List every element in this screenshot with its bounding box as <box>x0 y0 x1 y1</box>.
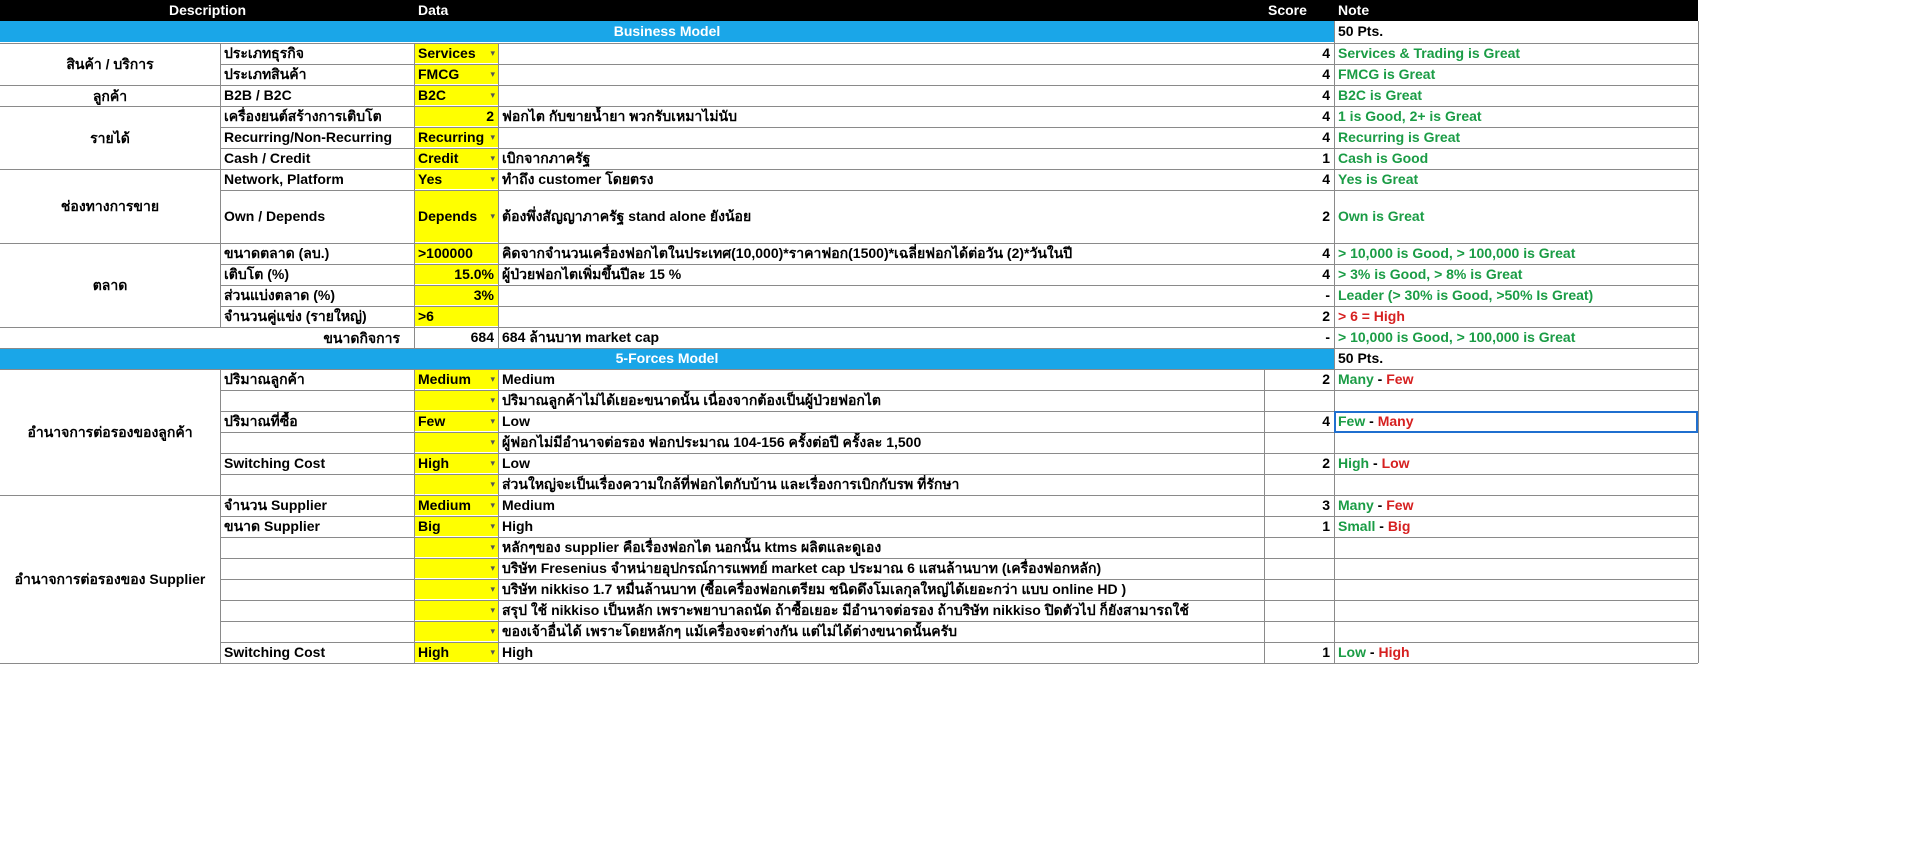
note-segment: Services & Trading is Great <box>1338 45 1521 61</box>
note-segment: Many <box>1338 371 1374 387</box>
dropdown-arrow-icon[interactable]: ▾ <box>490 395 495 405</box>
row-label: ปริมาณลูกค้า <box>224 371 305 387</box>
note-text <box>1334 64 1698 85</box>
note-segment: > 10,000 is Good, > 100,000 is Great <box>1338 329 1576 345</box>
grid-line <box>220 621 1698 622</box>
score-value: 4 <box>1322 129 1330 145</box>
note-segment: Few <box>1338 413 1366 429</box>
dropdown-arrow-icon[interactable]: ▾ <box>490 500 495 510</box>
row-label: ปริมาณที่ซื้อ <box>224 413 298 429</box>
note-segment: Few <box>1386 371 1414 387</box>
data-value-cell[interactable]: 684 <box>470 329 494 345</box>
data-value-cell[interactable]: >100000 <box>414 244 498 263</box>
score-value: 4 <box>1322 87 1330 103</box>
data-value-cell[interactable] <box>414 580 498 599</box>
score-value: 4 <box>1322 66 1330 82</box>
grid-line <box>220 537 1698 538</box>
dropdown-arrow-icon[interactable]: ▾ <box>490 479 495 489</box>
grid-line <box>498 369 499 663</box>
note-text <box>1334 43 1698 64</box>
note-text <box>1334 327 1698 348</box>
detail-text: หลักๆของ supplier คือเรื่องฟอกไต นอกนั้น ktms ผลิตและดูเอง <box>502 539 882 555</box>
row-label: Switching Cost <box>224 644 326 660</box>
row-label: ขนาดตลาด (ลบ.) <box>224 245 330 261</box>
row-label: Recurring/Non-Recurring <box>224 129 393 145</box>
detail-text: คิดจากจำนวนเครื่องฟอกไตในประเทศ(10,000)*ราคาฟอก(1500)*เฉลี่ยฟอกได้ต่อวัน (2)*วันในปี <box>502 245 1073 261</box>
score-value: 2 <box>1322 455 1330 471</box>
detail-text: บริษัท nikkiso 1.7 หมื่นล้านบาท (ซื้อเครื่องฟอกเตรียม ชนิดดึงโมเลกุลใหญ่ได้เยอะกว่า แบบ online HD ) <box>502 581 1127 597</box>
note-text <box>1334 285 1698 306</box>
score-value: 2 <box>1322 208 1330 224</box>
section-band: Business Model <box>0 21 1334 42</box>
grid-line <box>220 474 1698 475</box>
dropdown-arrow-icon[interactable]: ▾ <box>490 69 495 79</box>
data-value-cell[interactable]: Medium ▾ <box>414 496 498 515</box>
note-segment: Leader (> 30% is Good, >50% Is Great) <box>1338 287 1594 303</box>
detail-text: ของเจ้าอื่นได้ เพราะโดยหลักๆ แม้เครื่องจะต่างกัน แต่ไม่ได้ต่างขนาดนั้นครับ <box>502 623 958 639</box>
category-label: สินค้า / บริการ <box>66 56 154 72</box>
dropdown-arrow-icon[interactable]: ▾ <box>490 521 495 531</box>
data-value-cell[interactable]: Big ▾ <box>414 517 498 536</box>
detail-text: High <box>502 644 534 660</box>
data-value-cell[interactable]: Yes ▾ <box>414 170 498 189</box>
note-segment: Recurring is Great <box>1338 129 1461 145</box>
row-label: ส่วนแบ่งตลาด (%) <box>224 287 336 303</box>
dropdown-arrow-icon[interactable]: ▾ <box>490 605 495 615</box>
score-value: 4 <box>1322 171 1330 187</box>
detail-text: ทำถึง customer โดยตรง <box>502 171 654 187</box>
detail-text: ส่วนใหญ่จะเป็นเรื่องความใกล้ที่ฟอกไตกับบ้าน และเรื่องการเบิกกับรพ ที่รักษา <box>502 476 960 492</box>
data-value-cell[interactable] <box>414 391 498 410</box>
data-value-cell[interactable] <box>414 433 498 452</box>
note-text <box>1334 106 1698 127</box>
dropdown-arrow-icon[interactable]: ▾ <box>490 563 495 573</box>
grid-line <box>0 243 1698 244</box>
detail-text: ผู้ป่วยฟอกไตเพิ่มขึ้นปีละ 15 % <box>502 266 682 282</box>
grid-line <box>0 495 1698 496</box>
score-value: 4 <box>1322 266 1330 282</box>
data-value-cell[interactable]: B2C ▾ <box>414 86 498 105</box>
grid-line <box>220 190 1698 191</box>
data-value-cell[interactable]: >6 <box>414 307 498 326</box>
note-segment: - <box>1369 455 1382 471</box>
row-label: Switching Cost <box>224 455 326 471</box>
detail-text: เบิกจากภาครัฐ <box>502 150 591 166</box>
row-label: Cash / Credit <box>224 150 311 166</box>
grid-line <box>220 264 1698 265</box>
note-segment: Big <box>1387 518 1411 534</box>
score-value: 4 <box>1322 108 1330 124</box>
note-text <box>1334 85 1698 106</box>
detail-text: Medium <box>502 371 555 387</box>
dropdown-arrow-icon[interactable]: ▾ <box>490 626 495 636</box>
detail-text: สรุป ใช้ nikkiso เป็นหลัก เพราะพยาบาลถนัด ถ้าซื้อเยอะ มีอำนาจต่อรอง ถ้าบริษัท nikkiso ปิดตัวไป ก็ยังสามารถใช้ <box>502 602 1189 618</box>
score-value: 2 <box>1322 371 1330 387</box>
grid-line <box>220 453 1698 454</box>
category-label: ลูกค้า <box>92 87 128 104</box>
dropdown-arrow-icon[interactable]: ▾ <box>490 416 495 426</box>
note-segment: Low <box>1381 455 1410 471</box>
dropdown-arrow-icon[interactable]: ▾ <box>490 132 495 142</box>
grid-line <box>220 43 221 327</box>
note-text <box>1334 516 1698 537</box>
dropdown-arrow-icon[interactable]: ▾ <box>490 211 495 221</box>
score-value: 4 <box>1322 45 1330 61</box>
grid-line <box>220 369 221 663</box>
row-label: เติบโต (%) <box>224 266 290 282</box>
dropdown-arrow-icon[interactable]: ▾ <box>490 153 495 163</box>
row-label: B2B / B2C <box>224 87 292 103</box>
dropdown-arrow-icon[interactable]: ▾ <box>490 174 495 184</box>
note-segment: > 6 = High <box>1338 308 1405 324</box>
data-value-cell[interactable]: Few ▾ <box>414 412 498 431</box>
row-label: Own / Depends <box>224 208 326 224</box>
score-value: 1 <box>1322 518 1330 534</box>
header-data: Data <box>418 2 449 18</box>
note-segment: - <box>1366 644 1379 660</box>
note-text <box>1334 264 1698 285</box>
note-text <box>1334 642 1698 663</box>
data-value-cell[interactable]: 3% <box>414 286 498 305</box>
grid-line <box>220 148 1698 149</box>
section-points: 50 Pts. <box>1338 23 1384 39</box>
note-segment: 1 is Good, 2+ is Great <box>1338 108 1482 124</box>
grid-line <box>220 516 1698 517</box>
grid-line <box>414 369 415 663</box>
grid-line <box>220 64 1698 65</box>
grid-line <box>0 43 1698 44</box>
row-label: Network, Platform <box>224 171 344 187</box>
score-value: 3 <box>1322 497 1330 513</box>
category-label: อำนาจการต่อรองของลูกค้า <box>27 424 193 440</box>
detail-text: 684 ล้านบาท market cap <box>502 329 660 345</box>
header-note: Note <box>1338 2 1370 18</box>
note-segment: - <box>1373 497 1387 513</box>
note-segment: Yes is Great <box>1338 171 1419 187</box>
note-segment: High <box>1338 455 1370 471</box>
data-value-cell[interactable]: Services ▾ <box>414 44 498 63</box>
data-value-cell[interactable]: FMCG ▾ <box>414 65 498 84</box>
detail-text: ต้องพึ่งสัญญาภาครัฐ stand alone ยังน้อย <box>502 208 752 224</box>
data-value-cell[interactable]: Depends ▾ <box>414 191 498 242</box>
header-score: Score <box>1268 2 1307 18</box>
detail-text: ปริมาณลูกค้าไม่ได้เยอะขนาดนั้น เนื่องจากต้องเป็นผู้ป่วยฟอกไต <box>502 392 882 408</box>
row-label: เครื่องยนต์สร้างการเติบโต <box>224 108 382 124</box>
detail-text: Low <box>502 413 530 429</box>
detail-text: High <box>502 518 534 534</box>
dropdown-arrow-icon[interactable]: ▾ <box>490 584 495 594</box>
category-label: ช่องทางการขาย <box>60 198 160 214</box>
header-description: Description <box>169 2 247 18</box>
note-segment: - <box>1375 518 1388 534</box>
grid-line <box>0 663 1698 664</box>
grid-line <box>220 579 1698 580</box>
grid-line <box>0 348 1698 349</box>
data-value-cell[interactable]: High ▾ <box>414 643 498 662</box>
note-segment: Few <box>1386 497 1414 513</box>
data-value-cell[interactable] <box>414 601 498 620</box>
detail-text: Medium <box>502 497 555 513</box>
section-points: 50 Pts. <box>1338 350 1384 366</box>
note-text <box>1334 369 1698 390</box>
detail-text: Low <box>502 455 530 471</box>
row-label: ขนาด Supplier <box>224 518 320 534</box>
dropdown-arrow-icon[interactable]: ▾ <box>490 374 495 384</box>
grid-line <box>220 600 1698 601</box>
grid-line <box>414 43 415 348</box>
data-value-cell[interactable] <box>414 475 498 494</box>
grid-line <box>220 306 1698 307</box>
grid-line <box>220 642 1698 643</box>
dropdown-arrow-icon[interactable]: ▾ <box>490 48 495 58</box>
note-segment: FMCG is Great <box>1338 66 1436 82</box>
grid-line <box>0 327 1698 328</box>
score-value: 2 <box>1322 308 1330 324</box>
note-text <box>1334 127 1698 148</box>
score-value: 4 <box>1322 245 1330 261</box>
grid-line <box>1698 21 1699 663</box>
grid-line <box>0 169 1698 170</box>
dropdown-arrow-icon[interactable]: ▾ <box>490 647 495 657</box>
grid-line <box>0 106 1698 107</box>
score-value: - <box>1325 329 1330 345</box>
grid-line <box>220 390 1698 391</box>
grid-line <box>220 285 1698 286</box>
grid-line <box>1334 21 1335 663</box>
category-label: ขนาดกิจการ <box>323 329 400 346</box>
detail-text: ผู้ฟอกไม่มีอำนาจต่อรอง ฟอกประมาณ 104-156 ครั้งต่อปี ครั้งละ 1,500 <box>502 434 922 450</box>
category-label: อำนาจการต่อรองของ Supplier <box>14 571 206 587</box>
note-segment: Small <box>1338 518 1376 534</box>
data-value-cell[interactable]: Medium ▾ <box>414 370 498 389</box>
dropdown-arrow-icon[interactable]: ▾ <box>490 542 495 552</box>
note-segment: - <box>1365 413 1378 429</box>
dropdown-arrow-icon[interactable]: ▾ <box>490 458 495 468</box>
note-text <box>1334 306 1698 327</box>
score-value: - <box>1325 287 1330 303</box>
note-text <box>1334 453 1698 474</box>
data-value-cell[interactable]: 15.0% <box>414 265 498 284</box>
grid-line <box>220 127 1698 128</box>
note-segment: Many <box>1338 497 1374 513</box>
note-segment: B2C is Great <box>1338 87 1423 103</box>
grid-line <box>0 85 1698 86</box>
row-label: ประเภทธุรกิจ <box>224 45 304 61</box>
note-segment: Many <box>1377 413 1414 429</box>
category-label: รายได้ <box>90 129 130 146</box>
note-segment: > 10,000 is Good, > 100,000 is Great <box>1338 245 1576 261</box>
note-segment: Cash is Good <box>1338 150 1429 166</box>
note-text <box>1334 148 1698 169</box>
category-label: ตลาด <box>92 277 128 293</box>
grid-line <box>498 43 499 348</box>
data-value-cell[interactable]: Recurring ▾ <box>414 128 498 147</box>
grid-line <box>1264 369 1265 663</box>
note-segment: - <box>1373 371 1387 387</box>
row-label: จำนวนคู่แข่ง (รายใหญ่) <box>224 308 367 324</box>
detail-text: ฟอกไต กับขายน้ำยา พวกรับเหมาไม่นับ <box>502 108 738 124</box>
data-value-cell[interactable]: Credit ▾ <box>414 149 498 168</box>
section-band: 5-Forces Model <box>0 348 1334 369</box>
active-cell-selection[interactable] <box>1334 411 1698 433</box>
dropdown-arrow-icon[interactable]: ▾ <box>490 437 495 447</box>
row-label: ประเภทสินค้า <box>224 66 307 82</box>
grid-line <box>0 369 1698 370</box>
note-text <box>1334 495 1698 516</box>
data-value-cell[interactable]: 2 <box>414 107 498 126</box>
note-text <box>1334 169 1698 190</box>
score-value: 4 <box>1322 413 1330 429</box>
score-value: 1 <box>1322 644 1330 660</box>
score-value: 1 <box>1322 150 1330 166</box>
data-value-cell[interactable] <box>414 559 498 578</box>
grid-line <box>220 558 1698 559</box>
dropdown-arrow-icon[interactable]: ▾ <box>490 90 495 100</box>
note-text <box>1334 243 1698 264</box>
data-value-cell[interactable] <box>414 538 498 557</box>
detail-text: บริษัท Fresenius จำหน่ายอุปกรณ์การแพทย์ market cap ประมาณ 6 แสนล้านบาท (เครื่องฟอกหลัก) <box>502 560 1102 576</box>
data-value-cell[interactable] <box>414 622 498 641</box>
note-segment: > 3% is Good, > 8% is Great <box>1338 266 1523 282</box>
note-segment: Low <box>1338 644 1366 660</box>
note-segment: High <box>1378 644 1410 660</box>
note-text <box>1334 190 1698 243</box>
row-label: จำนวน Supplier <box>224 497 327 513</box>
data-value-cell[interactable]: High ▾ <box>414 454 498 473</box>
note-segment: Own is Great <box>1338 208 1425 224</box>
